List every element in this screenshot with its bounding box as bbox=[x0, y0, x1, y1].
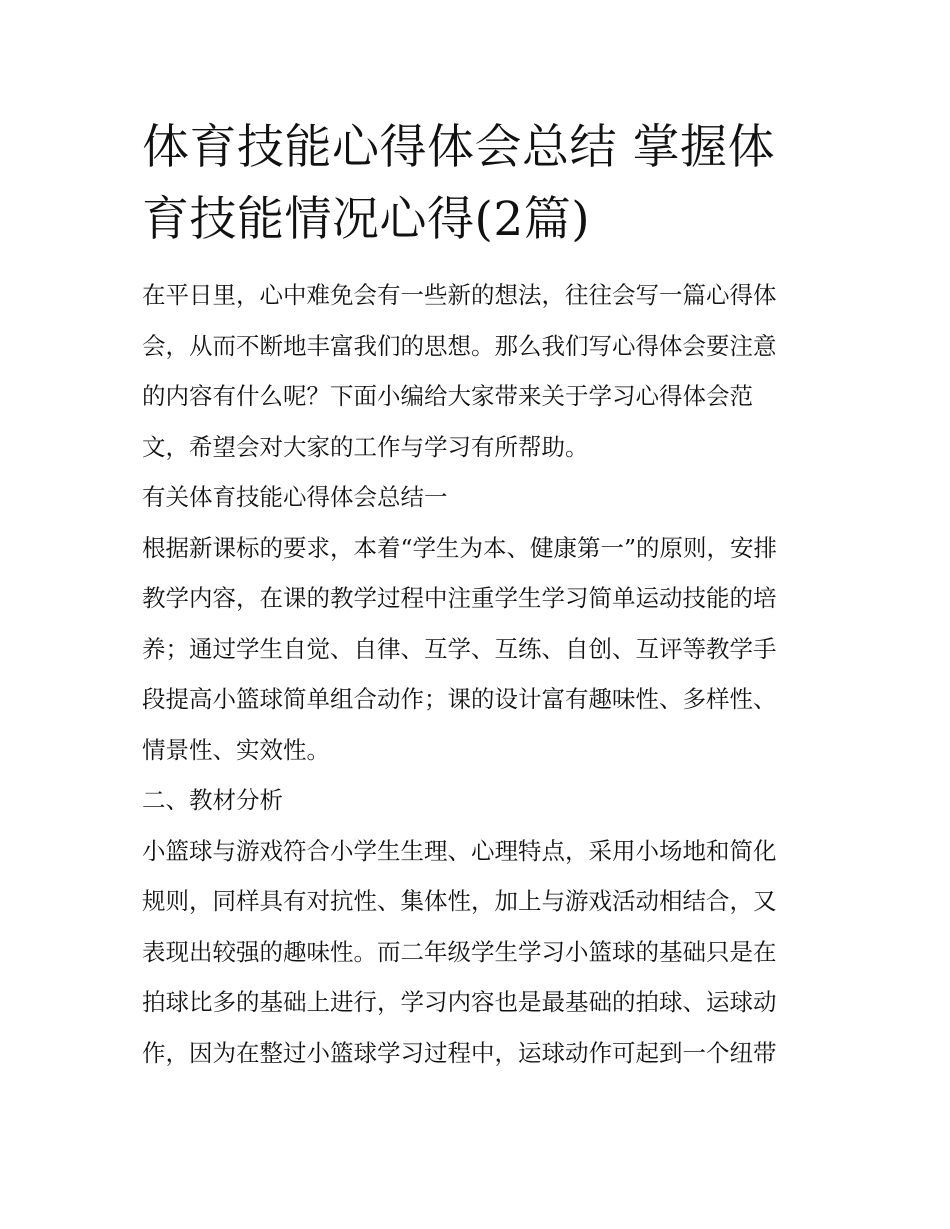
text-line: 在平日里，心中难免会有一些新的想法，往往会写一篇心得体 bbox=[142, 281, 777, 309]
text-line: 根据新课标的要求，本着“学生为本、健康第一”的原则，安排 bbox=[142, 533, 778, 562]
section-heading: 有关体育技能心得体会总结一 bbox=[142, 483, 448, 511]
intro-paragraph bbox=[142, 270, 814, 472]
text-line: 小篮球与游戏符合小学生生理、心理特点，采用小场地和简化 bbox=[142, 836, 777, 865]
text-line: 规则，同样具有对抗性、集体性，加上与游戏活动相结合，又 bbox=[142, 887, 777, 915]
title-line: 体育技能心得体会总结 掌握体 bbox=[142, 120, 775, 175]
text-line: 的内容有什么呢？下面小编给大家带来关于学习心得体会范 bbox=[142, 382, 753, 410]
title-line: 育技能情况心得(2篇) bbox=[142, 192, 591, 247]
section-heading: 二、教材分析 bbox=[142, 786, 283, 814]
document-body bbox=[142, 270, 814, 1078]
text-line: 表现出较强的趣味性。而二年级学生学习小篮球的基础只是在 bbox=[142, 937, 777, 966]
section1-paragraph bbox=[142, 523, 814, 776]
text-line: 教学内容，在课的教学过程中注重学生学习简单运动技能的培 bbox=[142, 584, 777, 612]
document-page bbox=[142, 112, 814, 1078]
text-line: 作，因为在整过小篮球学习过程中，运球动作可起到一个纽带 bbox=[142, 1038, 777, 1067]
document-title bbox=[142, 112, 814, 256]
section2-paragraph bbox=[142, 826, 814, 1079]
text-line: 情景性、实效性。 bbox=[142, 735, 330, 764]
text-line: 文，希望会对大家的工作与学习有所帮助。 bbox=[142, 432, 589, 461]
text-line: 会，从而不断地丰富我们的思想。那么我们写心得体会要注意 bbox=[142, 331, 777, 360]
text-line: 养；通过学生自觉、自律、互学、互练、自创、互评等教学手 bbox=[142, 634, 777, 663]
text-line: 拍球比多的基础上进行，学习内容也是最基础的拍球、运球动 bbox=[142, 988, 777, 1016]
text-line: 段提高小篮球简单组合动作；课的设计富有趣味性、多样性、 bbox=[142, 685, 777, 713]
